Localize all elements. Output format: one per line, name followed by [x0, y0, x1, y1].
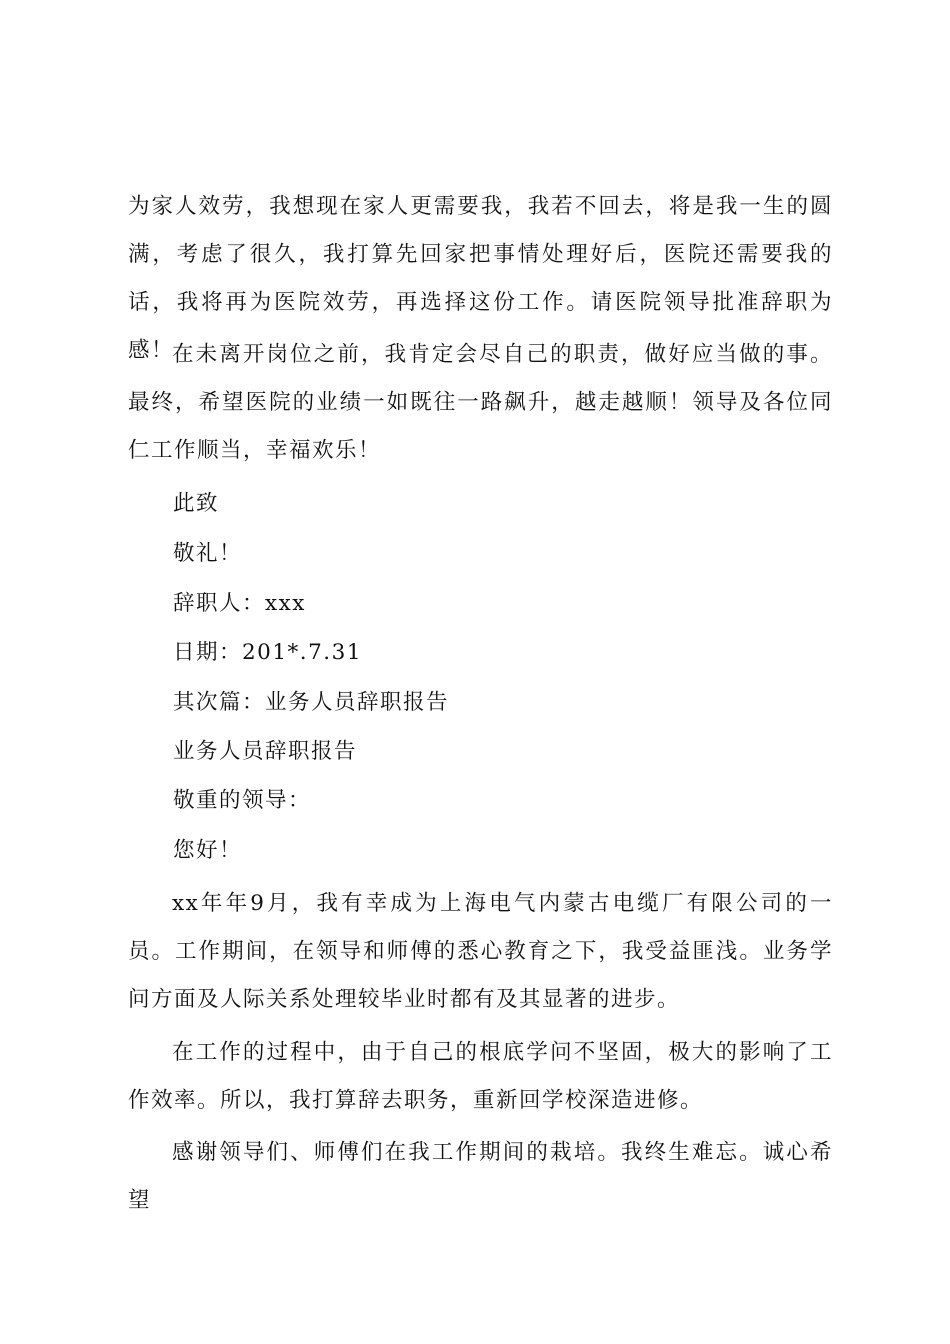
date-line: 日期：201*.7.31 [173, 640, 362, 665]
paragraph-employment: xx年年9月，我有幸成为上海电气内蒙古电缆厂有限公司的一员。工作期间，在领导和师傅的悉心教育之下，我受益匪浅。业务学问方面及人际关系处理较毕业时都有及其显著的进步。 [128, 891, 833, 1012]
greeting-line: 您好！ [173, 838, 243, 863]
paragraph-reason: 在工作的过程中，由于自己的根底学问不坚固，极大的影响了工作效率。所以，我打算辞去职务，重新回学校深造进修。 [128, 1040, 833, 1113]
paragraph-thanks: 感谢领导们、师傅们在我工作期间的栽培。我终生难忘。诚心希望 [128, 1140, 833, 1213]
resigner-line: 辞职人：xxx [173, 591, 306, 616]
report-title: 业务人员辞职报告 [173, 739, 358, 764]
paragraph-continuation: 为家人效劳，我想现在家人更需要我，我若不回去，将是我一生的圆满，考虑了很久，我打算先回家把事情处理好后，医院还需要我的话，我将再为医院效劳，再选择这份工作。请医院领导批准辞职为感！ [128, 194, 833, 363]
addressee-line: 敬重的领导： [173, 788, 312, 813]
closing-line: 此致 [173, 491, 220, 516]
section-heading: 其次篇：业务人员辞职报告 [173, 690, 450, 715]
paragraph-farewell: 在未离开岗位之前，我肯定会尽自己的职责，做好应当做的事。最终，希望医院的业绩一如既往一路飙升，越走越顺！领导及各位同仁工作顺当，幸福欢乐！ [128, 342, 833, 463]
salute-line: 敬礼！ [173, 541, 243, 566]
